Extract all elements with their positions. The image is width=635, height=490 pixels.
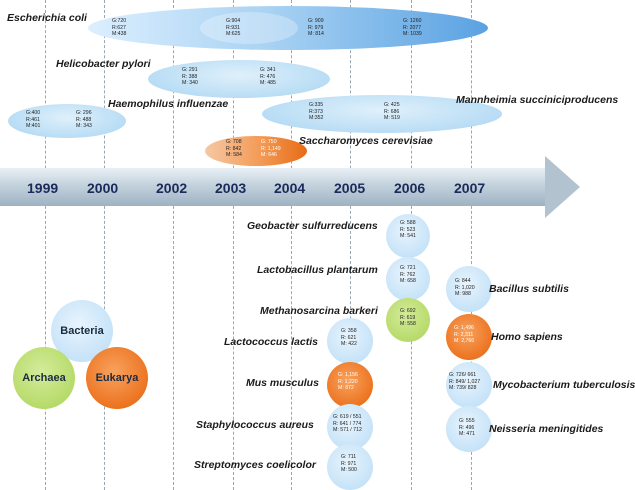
scerevisiae-label: Saccharomyces cerevisiae (299, 135, 433, 147)
hpylori-stat-block-2 (260, 67, 276, 87)
nmeningitides-stats (459, 418, 475, 438)
genes-value: G:335 (309, 102, 324, 108)
year-label-2003: 2003 (215, 180, 247, 196)
metabolites-value: M: 739/ 828 (449, 385, 477, 392)
reactions-value: R: 971 (341, 460, 357, 467)
legend-eukarya-label: Eukarya (95, 372, 139, 384)
metabolites-value: M:438 (112, 31, 127, 38)
genes-value: G:904 (226, 18, 241, 24)
timeline-arrow-head (545, 156, 580, 218)
reactions-value: R: 1,149 (261, 145, 281, 152)
ecoli-inner-ellipse (200, 12, 298, 44)
year-label-2004: 2004 (274, 180, 306, 196)
hpylori-stat-block-1 (182, 67, 198, 87)
genes-value: G: 291 (182, 67, 198, 73)
metabolites-value: M: 485 (260, 80, 276, 87)
year-label-2005: 2005 (334, 180, 366, 196)
metabolites-value: M: 500 (341, 467, 357, 474)
reactions-value: R: 496 (459, 424, 475, 431)
metabolites-value: M:625 (226, 31, 241, 38)
reactions-value: R: 523 (400, 226, 416, 233)
musmusculus-stats (338, 372, 358, 392)
genes-value: G: 425 (384, 102, 400, 108)
genes-value: G: 358 (341, 328, 357, 334)
mannheimia-stat-block-2 (384, 102, 400, 122)
metabolites-value: M: 988 (455, 291, 471, 298)
ecoli-stat-block-1 (112, 18, 126, 38)
metabolites-value: M: 340 (182, 80, 198, 87)
metabolites-value: M: 471 (459, 431, 475, 438)
reactions-value: R: 641 / 774 (333, 420, 362, 427)
genes-value: G:720 (112, 18, 127, 24)
year-guide-line (45, 0, 46, 490)
year-label-1999: 1999 (27, 180, 59, 196)
genes-value: G: 708 (226, 139, 242, 145)
reactions-value: R: 2,311 (454, 331, 474, 338)
reactions-value: R: 762 (400, 271, 416, 278)
genes-value: G: 619 / 551 (333, 414, 362, 420)
genes-value: G: 341 (260, 67, 276, 73)
genes-value: G: 588 (400, 220, 416, 226)
mtuberculosis-label: Mycobacterium tuberculosis (493, 379, 635, 391)
genes-value: G: 1260 (403, 18, 422, 24)
hinfluenzae-stat-block-2 (76, 110, 92, 130)
metabolites-value: M: 814 (308, 31, 324, 38)
genes-value: G: 692 (400, 308, 416, 314)
metabolites-value: M:352 (309, 115, 324, 122)
bsubtilis-stats (455, 278, 475, 298)
ecoli-stat-block-4 (403, 18, 422, 38)
metabolites-value: M: 872 (338, 385, 354, 392)
genes-value: G: 844 (455, 278, 471, 284)
metabolites-value: M: 658 (400, 278, 416, 285)
year-label-2006: 2006 (394, 180, 426, 196)
year-guide-line (104, 0, 105, 490)
mtuberculosis-stats (449, 372, 480, 392)
ecoli-stat-block-3 (308, 18, 324, 38)
genes-value: G: 711 (341, 454, 357, 460)
saureus-stats (333, 414, 362, 434)
reactions-value: R:627 (112, 24, 126, 31)
methanosarcina-label: Methanosarcina barkeri (260, 305, 378, 317)
scoelicolor-stats (341, 454, 357, 474)
metabolites-value: M: 343 (76, 123, 92, 130)
metabolites-value: M: 646 (261, 152, 277, 159)
geobacter-label: Geobacter sulfurreducens (247, 220, 378, 232)
genes-value: G: 296 (76, 110, 92, 116)
legend-archaea-label: Archaea (22, 372, 66, 384)
reactions-value: R:931 (226, 24, 240, 31)
reactions-value: R: 979 (308, 24, 324, 31)
scoelicolor-label: Streptomyces coelicolor (194, 459, 316, 471)
reactions-value: R: 619 (400, 314, 416, 321)
metabolites-value: M:401 (26, 123, 41, 130)
year-label-2000: 2000 (87, 180, 119, 196)
genes-value: G: 1,496 (454, 325, 474, 331)
reactions-value: R: 476 (260, 73, 276, 80)
legend-archaea-circle (13, 347, 75, 409)
llactis-stats (341, 328, 357, 348)
reactions-value: R: 1,220 (338, 378, 358, 385)
scerevisiae-stat-block-2 (261, 139, 281, 159)
reactions-value: R: 621 (341, 334, 357, 341)
mannheimia-label: Mannheimia succiniciproducens (456, 94, 619, 106)
lplantarum-stats (400, 265, 416, 285)
metabolites-value: M: 422 (341, 341, 357, 348)
reactions-value: R: 388 (182, 73, 198, 80)
ecoli-stat-block-2 (226, 18, 240, 38)
genes-value: G: 721 (400, 265, 416, 271)
reactions-value: R: 686 (384, 108, 400, 115)
metabolites-value: M: 584 (226, 152, 242, 159)
legend-bacteria-label: Bacteria (60, 325, 104, 337)
bsubtilis-label: Bacillus subtilis (489, 283, 569, 295)
metabolites-value: M: 541 (400, 233, 416, 240)
reactions-value: R: 842 (226, 145, 242, 152)
metabolites-value: M: 2,766 (454, 338, 475, 345)
scerevisiae-stat-block-1 (226, 139, 242, 159)
metabolites-value: M: 558 (400, 321, 416, 328)
hpylori-label: Helicobacter pylori (56, 58, 151, 70)
year-label-2007: 2007 (454, 180, 486, 196)
genes-value: G: 555 (459, 418, 475, 424)
genes-value: G:400 (26, 110, 41, 116)
lplantarum-label: Lactobacillus plantarum (257, 264, 378, 276)
genes-value: G: 750 (261, 139, 277, 145)
musmusculus-label: Mus musculus (246, 377, 319, 389)
geobacter-stats (400, 220, 416, 240)
metabolites-value: M: 519 (384, 115, 400, 122)
ecoli-label: Escherichia coli (7, 12, 87, 24)
hsapiens-label: Homo sapiens (491, 331, 563, 343)
reactions-value: R:461 (26, 116, 40, 123)
year-label-2002: 2002 (156, 180, 188, 196)
metabolites-value: M: 571 / 712 (333, 427, 362, 434)
reactions-value: R: 1,020 (455, 284, 475, 291)
genes-value: G: 726/ 661 (449, 372, 477, 378)
hinfluenzae-label: Haemophilus influenzae (108, 98, 229, 110)
saureus-label: Staphylococcus aureus (196, 419, 314, 431)
genes-value: G: 1,156 (338, 372, 358, 378)
metabolites-value: M: 1039 (403, 31, 422, 38)
hinfluenzae-stat-block-1 (26, 110, 40, 130)
hpylori-ellipse (148, 60, 330, 98)
methanosarcina-stats (400, 308, 416, 328)
hsapiens-stats (454, 325, 474, 345)
reactions-value: R: 2077 (403, 24, 422, 31)
legend-eukarya-circle (86, 347, 148, 409)
genes-value: G: 909 (308, 18, 324, 24)
scerevisiae-ellipse (205, 136, 307, 166)
llactis-label: Lactococcus lactis (224, 336, 318, 348)
nmeningitides-label: Neisseria meningitides (489, 423, 604, 435)
reactions-value: R: 488 (76, 116, 92, 123)
reactions-value: R:373 (309, 108, 323, 115)
reactions-value: R: 849/ 1,027 (449, 378, 481, 385)
mannheimia-stat-block-1 (309, 102, 323, 122)
